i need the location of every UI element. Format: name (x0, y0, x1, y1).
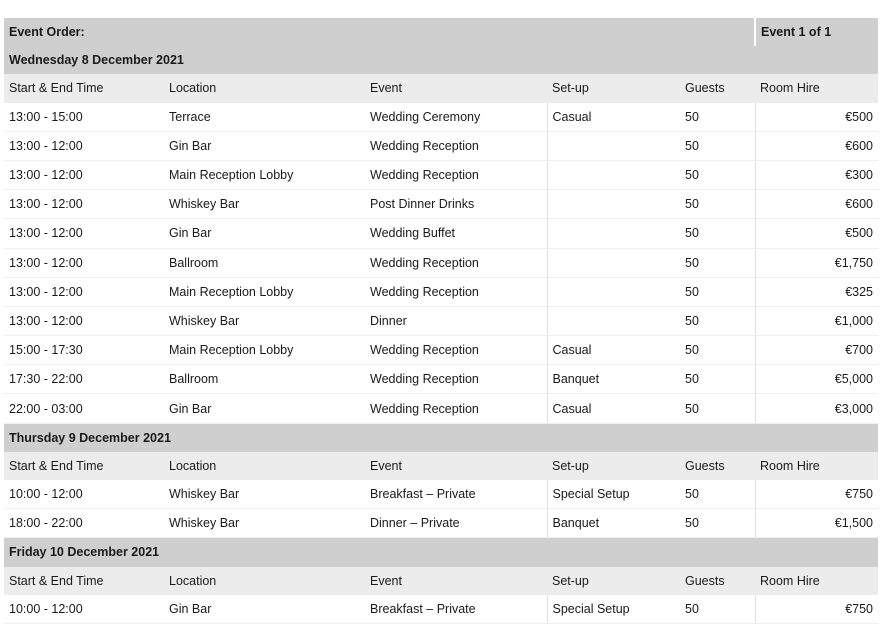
table-row (4, 190, 878, 219)
time-column-header: Start & End Time (4, 74, 164, 102)
time-cell: 13:00 - 12:00 (4, 277, 164, 306)
room-hire-cell: €600 (755, 190, 878, 219)
setup-cell: Casual (547, 103, 680, 132)
guests-cell: 50 (680, 365, 755, 394)
room-hire-cell: €300 (755, 160, 878, 189)
guests-cell: 50 (680, 336, 755, 365)
guests-cell: 50 (680, 131, 755, 160)
location-column-header: Location (164, 567, 365, 595)
setup-column-header: Set-up (547, 452, 680, 480)
guests-cell: 50 (680, 103, 755, 132)
room-hire-cell: €500 (755, 219, 878, 248)
day-header-row (4, 423, 878, 452)
event-cell: Wedding Reception (365, 248, 547, 277)
time-cell: 18:00 - 22:00 (4, 509, 164, 538)
guests-cell: 50 (680, 306, 755, 335)
setup-cell: Special Setup (547, 480, 680, 509)
guests-cell: 50 (680, 595, 755, 624)
location-cell: Terrace (164, 103, 365, 132)
event-cell: Post Dinner Drinks (365, 190, 547, 219)
room-hire-cell: €1,750 (755, 248, 878, 277)
event-cell: Wedding Buffet (365, 219, 547, 248)
location-column-header: Location (164, 452, 365, 480)
setup-cell (547, 306, 680, 335)
event-column-header: Event (365, 567, 547, 595)
column-header-row (4, 567, 878, 595)
setup-cell (547, 248, 680, 277)
time-cell: 15:00 - 17:30 (4, 336, 164, 365)
table-row (4, 277, 878, 306)
room-hire-column-header: Room Hire (755, 452, 878, 480)
setup-cell (547, 190, 680, 219)
event-cell: Breakfast – Private (365, 480, 547, 509)
table-row (4, 595, 878, 624)
room-hire-cell: €5,000 (755, 365, 878, 394)
room-hire-column-header: Room Hire (755, 74, 878, 102)
event-cell: Wedding Reception (365, 277, 547, 306)
setup-cell: Casual (547, 394, 680, 423)
guests-cell: 50 (680, 190, 755, 219)
setup-cell (547, 160, 680, 189)
location-cell: Ballroom (164, 365, 365, 394)
guests-cell: 50 (680, 160, 755, 189)
setup-cell (547, 131, 680, 160)
location-cell: Gin Bar (164, 595, 365, 624)
time-cell: 10:00 - 12:00 (4, 595, 164, 624)
table-row (4, 160, 878, 189)
location-cell: Main Reception Lobby (164, 277, 365, 306)
day-date: Wednesday 8 December 2021 (4, 46, 878, 74)
event-order-header-row (4, 18, 878, 46)
setup-cell (547, 219, 680, 248)
event-order-sheet (4, 18, 878, 624)
table-row (4, 394, 878, 423)
location-cell: Gin Bar (164, 394, 365, 423)
event-cell: Wedding Ceremony (365, 103, 547, 132)
table-row (4, 248, 878, 277)
time-cell: 13:00 - 12:00 (4, 248, 164, 277)
location-cell: Gin Bar (164, 219, 365, 248)
event-order-body (4, 18, 878, 623)
setup-cell: Casual (547, 336, 680, 365)
table-row (4, 509, 878, 538)
location-cell: Whiskey Bar (164, 306, 365, 335)
table-row (4, 219, 878, 248)
setup-column-header: Set-up (547, 74, 680, 102)
setup-cell: Special Setup (547, 595, 680, 624)
guests-cell: 50 (680, 248, 755, 277)
column-header-row (4, 74, 878, 102)
room-hire-cell: €325 (755, 277, 878, 306)
event-cell: Dinner – Private (365, 509, 547, 538)
room-hire-cell: €750 (755, 480, 878, 509)
event-cell: Breakfast – Private (365, 595, 547, 624)
time-cell: 13:00 - 12:00 (4, 131, 164, 160)
location-cell: Gin Bar (164, 131, 365, 160)
location-cell: Main Reception Lobby (164, 336, 365, 365)
room-hire-column-header: Room Hire (755, 567, 878, 595)
table-row (4, 306, 878, 335)
event-cell: Wedding Reception (365, 131, 547, 160)
location-cell: Main Reception Lobby (164, 160, 365, 189)
room-hire-cell: €1,000 (755, 306, 878, 335)
guests-column-header: Guests (680, 74, 755, 102)
room-hire-cell: €600 (755, 131, 878, 160)
setup-cell: Banquet (547, 509, 680, 538)
day-header-row (4, 538, 878, 567)
guests-cell: 50 (680, 277, 755, 306)
guests-cell: 50 (680, 394, 755, 423)
room-hire-cell: €750 (755, 595, 878, 624)
location-cell: Whiskey Bar (164, 480, 365, 509)
event-order-title: Event Order: (4, 18, 755, 46)
guests-column-header: Guests (680, 567, 755, 595)
setup-cell (547, 277, 680, 306)
event-order-table (4, 18, 878, 624)
time-cell: 13:00 - 12:00 (4, 306, 164, 335)
room-hire-cell: €3,000 (755, 394, 878, 423)
time-cell: 13:00 - 12:00 (4, 219, 164, 248)
guests-cell: 50 (680, 480, 755, 509)
table-row (4, 103, 878, 132)
time-cell: 22:00 - 03:00 (4, 394, 164, 423)
table-row (4, 480, 878, 509)
time-cell: 13:00 - 12:00 (4, 160, 164, 189)
guests-column-header: Guests (680, 452, 755, 480)
location-cell: Ballroom (164, 248, 365, 277)
guests-cell: 50 (680, 509, 755, 538)
event-column-header: Event (365, 452, 547, 480)
table-row (4, 365, 878, 394)
time-cell: 17:30 - 22:00 (4, 365, 164, 394)
event-column-header: Event (365, 74, 547, 102)
column-header-row (4, 452, 878, 480)
event-cell: Wedding Reception (365, 365, 547, 394)
time-column-header: Start & End Time (4, 567, 164, 595)
location-cell: Whiskey Bar (164, 190, 365, 219)
event-counter: Event 1 of 1 (755, 18, 878, 46)
time-cell: 10:00 - 12:00 (4, 480, 164, 509)
event-cell: Wedding Reception (365, 394, 547, 423)
time-cell: 13:00 - 15:00 (4, 103, 164, 132)
room-hire-cell: €700 (755, 336, 878, 365)
table-row (4, 131, 878, 160)
time-column-header: Start & End Time (4, 452, 164, 480)
table-row (4, 336, 878, 365)
event-cell: Dinner (365, 306, 547, 335)
setup-column-header: Set-up (547, 567, 680, 595)
location-column-header: Location (164, 74, 365, 102)
time-cell: 13:00 - 12:00 (4, 190, 164, 219)
event-cell: Wedding Reception (365, 336, 547, 365)
room-hire-cell: €1,500 (755, 509, 878, 538)
room-hire-cell: €500 (755, 103, 878, 132)
day-date: Thursday 9 December 2021 (4, 423, 878, 452)
setup-cell: Banquet (547, 365, 680, 394)
day-header-row (4, 46, 878, 74)
day-date: Friday 10 December 2021 (4, 538, 878, 567)
event-cell: Wedding Reception (365, 160, 547, 189)
guests-cell: 50 (680, 219, 755, 248)
location-cell: Whiskey Bar (164, 509, 365, 538)
